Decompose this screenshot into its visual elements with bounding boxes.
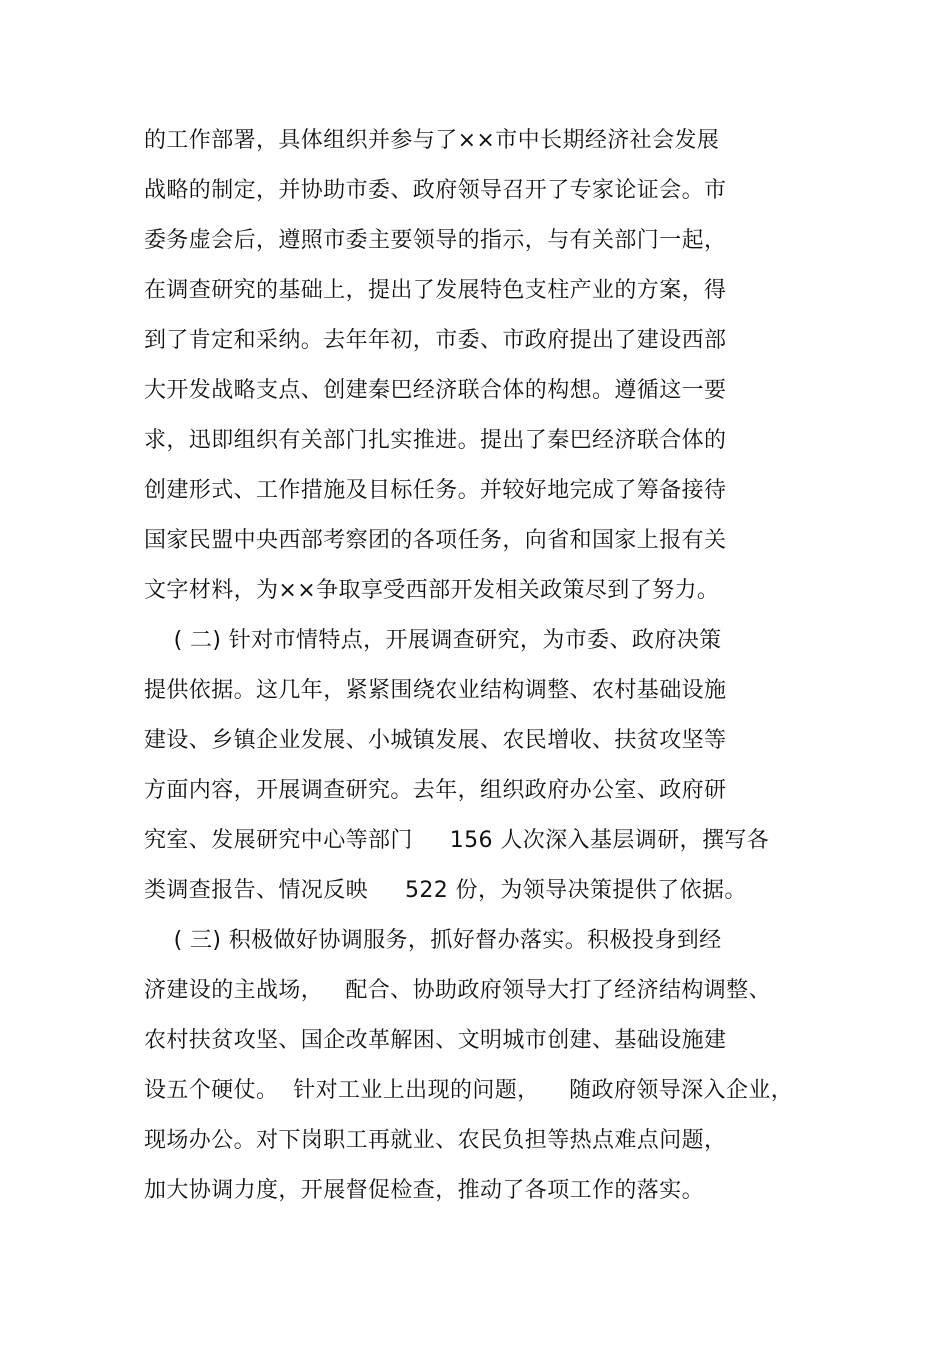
text-line: 类调查报告、情况反映 522 份，为领导决策提供了依据。 — [144, 878, 747, 903]
text-line: 求，迅即组织有关部门扎实推进。提出了秦巴经济联合体的 — [144, 428, 727, 453]
text-line: 大开发战略支点、创建秦巴经济联合体的构想。遵循这一要 — [144, 378, 727, 403]
text-line: ( 二) 针对市情特点，开展调查研究，为市委、政府决策 — [144, 628, 722, 653]
text-line: 农村扶贫攻坚、国企改革解困、文明城市创建、基础设施建 — [144, 1028, 727, 1053]
text-line: 的工作部署，具体组织并参与了××市中长期经济社会发展 — [144, 128, 720, 153]
text-line: 济建设的主战场， 配合、协助政府领导大打了经济结构调整、 — [144, 978, 771, 1003]
text-line: 在调查研究的基础上，提出了发展特色支柱产业的方案，得 — [144, 278, 727, 303]
text-line: ( 三) 积极做好协调服务，抓好督办落实。积极投身到经 — [144, 928, 722, 953]
text-line: 委务虚会后，遵照市委主要领导的指示，与有关部门一起， — [144, 228, 727, 253]
text-line: 究室、发展研究中心等部门 156 人次深入基层调研，撰写各 — [144, 828, 770, 853]
text-line: 创建形式、工作措施及目标任务。并较好地完成了筹备接待 — [144, 478, 727, 503]
text-line: 到了肯定和采纳。去年年初，市委、市政府提出了建设西部 — [144, 328, 727, 353]
text-line: 方面内容，开展调查研究。去年，组织政府办公室、政府研 — [144, 778, 727, 803]
text-line: 国家民盟中央西部考察团的各项任务，向省和国家上报有关 — [144, 528, 727, 553]
text-line: 建设、乡镇企业发展、小城镇发展、农民增收、扶贫攻坚等 — [144, 728, 727, 753]
text-line: 文字材料，为××争取享受西部开发相关政策尽到了努力。 — [144, 578, 720, 603]
text-line: 现场办公。对下岗职工再就业、农民负担等热点难点问题， — [144, 1128, 727, 1153]
text-line: 提供依据。这几年，紧紧围绕农业结构调整、农村基础设施 — [144, 678, 727, 703]
text-line: 战略的制定，并协助市委、政府领导召开了专家论证会。市 — [144, 178, 727, 203]
text-line: 加大协调力度，开展督促检查，推动了各项工作的落实。 — [144, 1178, 705, 1203]
body-text — [144, 116, 804, 1216]
text-line: 设五个硬仗。 针对工业上出现的问题， 随政府领导深入企业， — [144, 1078, 794, 1103]
